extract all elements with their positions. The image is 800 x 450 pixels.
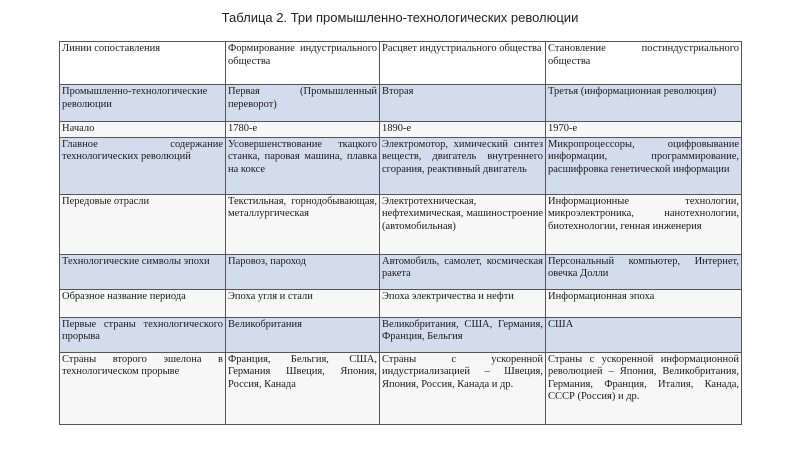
- table-cell: Электротехническая, нефтехимическая, машиностроение (автомобильная): [380, 194, 546, 254]
- table-cell: Электромотор, химический синтез веществ, двигатель внутреннего сгорания, реактивный двигатель: [380, 137, 546, 194]
- table-cell: Страны второго эшелона в технологическом прорыве: [60, 352, 226, 424]
- header-cell: Формирование индустриального общества: [226, 42, 380, 85]
- table-row: [60, 194, 742, 254]
- header-cell: Расцвет индустриального общества: [380, 42, 546, 85]
- table-row: [60, 122, 742, 138]
- table-cell: Передовые отрасли: [60, 194, 226, 254]
- table-cell: Первая (Промышленный переворот): [226, 85, 380, 122]
- table-cell: Информационные технологии, микроэлектроника, нанотехнологии, биотехнологии, генная инженерия: [546, 194, 742, 254]
- table-cell: Паровоз, пароход: [226, 254, 380, 289]
- table-cell: Вторая: [380, 85, 546, 122]
- table-cell: Эпоха угля и стали: [226, 289, 380, 317]
- table-cell: Первые страны технологического прорыва: [60, 317, 226, 352]
- table-row: [60, 317, 742, 352]
- table-cell: Страны с ускоренной информационной революцией – Япония, Великобритания, Германия, Франция, Италия, Канада, СССР (Россия) и др.: [546, 352, 742, 424]
- table-cell: Микропроцессоры, оцифровывание информации, программирование, расшифровка генетической информации: [546, 137, 742, 194]
- table-cell: Автомобиль, самолет, космическая ракета: [380, 254, 546, 289]
- table-row: [60, 289, 742, 317]
- table-cell: Франция, Бельгия, США, Германия Швеция, Япония, Россия, Канада: [226, 352, 380, 424]
- table-cell: Информационная эпоха: [546, 289, 742, 317]
- table-cell: Технологические символы эпохи: [60, 254, 226, 289]
- table-cell: США: [546, 317, 742, 352]
- header-cell: Линии сопоставления: [60, 42, 226, 85]
- table-cell: Эпоха электричества и нефти: [380, 289, 546, 317]
- table-cell: Великобритания, США, Германия, Франция, Бельгия: [380, 317, 546, 352]
- table-cell: Великобритания: [226, 317, 380, 352]
- revolutions-table: [59, 41, 742, 425]
- table-cell: Усовершенствование ткацкого станка, паровая машина, плавка на коксе: [226, 137, 380, 194]
- table-cell: Страны с ускоренной индустриализацией – Швеция, Япония, Россия, Канада и др.: [380, 352, 546, 424]
- table-header-row: [60, 42, 742, 85]
- table-row: [60, 352, 742, 424]
- table-cell: 1890-е: [380, 122, 546, 138]
- header-cell: Становление постиндустриального общества: [546, 42, 742, 85]
- table-cell: Третья (информационная революция): [546, 85, 742, 122]
- table-cell: 1970-е: [546, 122, 742, 138]
- table-row: [60, 254, 742, 289]
- table-cell: Текстильная, горнодобывающая, металлургическая: [226, 194, 380, 254]
- table-cell: 1780-е: [226, 122, 380, 138]
- table-cell: Промышленно-технологические революции: [60, 85, 226, 122]
- table-cell: Начало: [60, 122, 226, 138]
- table-row: [60, 137, 742, 194]
- table-cell: Персональный компьютер, Интернет, овечка Долли: [546, 254, 742, 289]
- table-cell: Главное содержание технологических революций: [60, 137, 226, 194]
- table-cell: Образное название периода: [60, 289, 226, 317]
- table-row: [60, 85, 742, 122]
- page-title: Таблица 2. Три промышленно-технологических революции: [221, 10, 579, 25]
